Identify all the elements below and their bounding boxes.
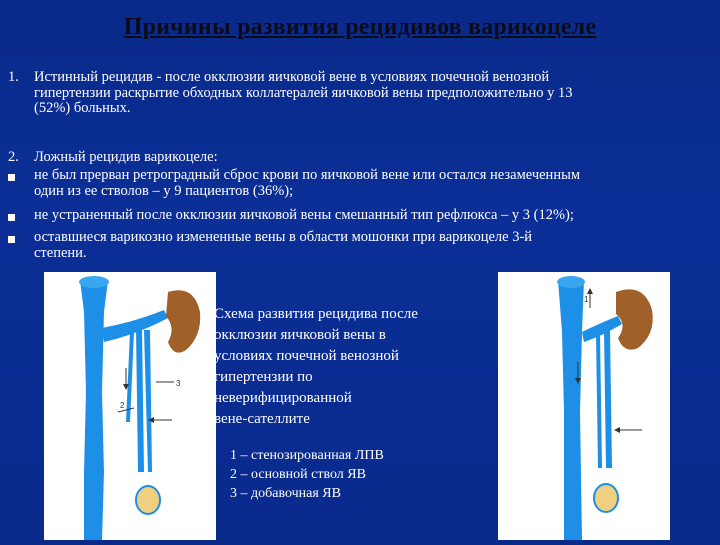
diagram-caption [214,304,454,430]
item-text [34,70,708,117]
text-line: (52%) больных. [34,100,131,116]
vein-diagram-right [498,272,670,540]
text-line: не устраненный после окклюзии яичковой вены смешанный тип рефлюкса – у 3 (12%); [34,207,574,223]
right-diagram [498,272,670,540]
vena-cava-shape [558,280,584,540]
bullet-text [34,230,708,261]
label-1: 1 [584,295,589,304]
caption-line: гипертензии по [214,369,313,385]
caption-line: окклюзии яичковой вены в [214,327,386,343]
testicle-shape [594,484,618,512]
list-item-1 [8,70,708,120]
diagram-legend [230,446,384,503]
kidney-shape [166,290,200,352]
caption-line: условиях почечной венозной [214,348,399,364]
testicular-vein-main [136,328,144,472]
caption-line: вене-сателлите [214,411,310,427]
text-line: один из ее стволов – у 9 пациентов (36%); [34,182,294,199]
legend-item: 3 – добавочная ЯВ [230,486,341,501]
bullet-icon [8,174,15,181]
text-line: гипертензии раскрытие обходных коллатералей яичковой вены предположительно у 13 [34,84,573,101]
text-line: степени. [34,244,87,261]
caption-line: Схема развития рецидива после [214,306,418,322]
label-2: 2 [120,401,125,410]
legend-item: 1 – стенозированная ЛПВ [230,448,384,463]
vena-cava-shape [80,280,108,540]
bullet-text [34,208,708,224]
renal-vein-shape [102,310,168,342]
item-number: 2. [8,149,19,165]
bullet-icon [8,214,15,221]
renal-vein-shape [582,316,622,342]
list-item-2 [8,150,708,268]
vein-diagram-left [44,272,216,540]
text-line: не был прерван ретроградный сброс крови по яичковой вене или остался незамеченным [34,167,580,183]
kidney-shape [616,289,653,349]
left-diagram [44,272,216,540]
legend-item: 2 – основной ствол ЯВ [230,467,366,482]
item-number: 1. [8,69,19,85]
text-line: оставшиеся варикозно измененные вены в области мошонки при варикоцеле 3-й [34,229,533,245]
slide-title: Причины развития рецидивов варикоцеле [123,14,597,40]
text-line: Истинный рецидив - после окклюзии яичковой вене в условиях почечной венозной [34,69,550,85]
testicular-vein-main [604,330,612,468]
testicular-vein-accessory [144,330,152,472]
bullet-text [34,168,708,199]
testicle-shape [136,486,160,514]
bullet-icon [8,236,15,243]
item-heading: Ложный рецидив варикоцеле: [34,149,218,165]
label-3: 3 [176,379,181,388]
caption-line: неверифицированной [214,390,352,406]
